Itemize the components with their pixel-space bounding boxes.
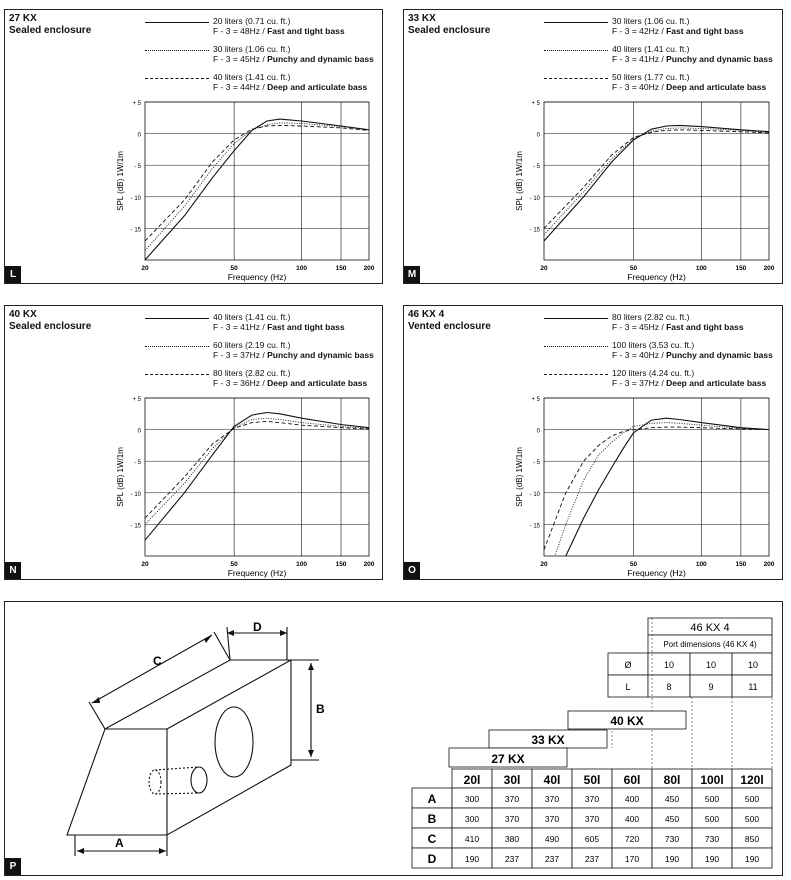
panel-l [4, 9, 383, 284]
y-tick-label: 0 [137, 132, 141, 139]
y-tick-label: - 5 [532, 460, 540, 467]
value-text: 380 [504, 834, 520, 844]
value-text: 450 [664, 814, 680, 824]
value-text: 850 [744, 834, 760, 844]
x-tick-label: 150 [335, 561, 347, 568]
legend-swatch-dashed [145, 78, 209, 79]
value-text: 370 [504, 814, 520, 824]
value-text: 410 [464, 834, 480, 844]
value-text: 400 [624, 794, 640, 804]
y-tick-label: 0 [536, 428, 540, 435]
port-row-label: L [625, 682, 631, 692]
legend-entry: 80 liters (2.82 cu. ft.) F - 3 = 36Hz / Deep and articulate bass [213, 368, 368, 388]
x-tick-label: 150 [335, 265, 347, 272]
legend-entry: 100 liters (3.53 cu. ft.) F - 3 = 40Hz / Punchy and dynamic bass [612, 340, 773, 360]
x-tick-label: 20 [141, 265, 149, 272]
column-header: 60l [623, 773, 641, 787]
plot-frame [544, 102, 769, 260]
legend-swatch-solid [544, 318, 608, 319]
value-text: 370 [504, 794, 520, 804]
y-tick-label: + 5 [531, 397, 540, 403]
panel-tag: P [5, 858, 21, 875]
x-axis-label: Frequency (Hz) [627, 568, 686, 578]
y-tick-label: - 15 [529, 227, 540, 234]
value-text: 730 [664, 834, 680, 844]
y-tick-label: - 5 [532, 164, 540, 171]
y-tick-label: - 10 [130, 491, 141, 498]
panel-tag: O [404, 562, 420, 579]
y-tick-label: - 15 [529, 523, 540, 530]
column-header: 20l [463, 773, 481, 787]
value-text: 605 [584, 834, 600, 844]
x-tick-label: 200 [763, 561, 775, 568]
x-axis-label: Frequency (Hz) [627, 272, 686, 282]
y-tick-label: - 5 [133, 164, 141, 171]
dim-label-c: C [153, 654, 162, 668]
x-tick-label: 100 [296, 265, 307, 272]
series-dotted-line [145, 123, 369, 251]
x-axis-label: Frequency (Hz) [227, 568, 287, 578]
value-text: 500 [704, 794, 720, 804]
value-text: 190 [664, 854, 680, 864]
x-tick-label: 200 [363, 265, 375, 272]
value-text: 300 [464, 794, 480, 804]
value-text: 500 [744, 814, 760, 824]
plot-frame [145, 398, 369, 556]
legend-entry: 40 liters (1.41 cu. ft.) F - 3 = 41Hz / Punchy and dynamic bass [612, 44, 773, 64]
x-axis-label: Frequency (Hz) [227, 272, 287, 282]
x-tick-label: 200 [763, 265, 775, 272]
value-text: 730 [704, 834, 720, 844]
series-dashed-line [544, 130, 769, 229]
group-33-label: 33 KX [531, 733, 565, 747]
y-tick-label: 0 [536, 132, 540, 139]
value-text: 190 [704, 854, 720, 864]
x-tick-label: 100 [296, 561, 307, 568]
y-tick-label: + 5 [132, 397, 141, 403]
legend-entry: 30 liters (1.06 cu. ft.) F - 3 = 42Hz / Fast and tight bass [612, 16, 744, 36]
panel-title: 40 KX Sealed enclosure [9, 309, 92, 332]
x-tick-label: 20 [540, 265, 548, 272]
group-27-label: 27 KX [491, 752, 525, 766]
port-subtitle: Port dimensions (46 KX 4) [663, 640, 757, 649]
panel-p [4, 601, 783, 876]
column-header: 50l [583, 773, 601, 787]
legend-swatch-dashed [145, 374, 209, 375]
panel-title: 33 KX Sealed enclosure [408, 13, 491, 36]
port-value: 10 [663, 660, 675, 670]
dim-label-b: B [316, 702, 325, 716]
port-value: 8 [666, 682, 672, 692]
x-tick-label: 50 [230, 561, 238, 568]
row-label: A [427, 792, 437, 806]
panel-title: 27 KX Sealed enclosure [9, 13, 92, 36]
legend-entry: 30 liters (1.06 cu. ft.) F - 3 = 45Hz / Punchy and dynamic bass [213, 44, 374, 64]
legend-swatch-dotted [544, 50, 608, 51]
value-text: 300 [464, 814, 480, 824]
port-value: 10 [747, 660, 759, 670]
port-value: 10 [705, 660, 717, 670]
panel-tag: N [5, 562, 21, 579]
y-tick-label: + 5 [531, 101, 540, 107]
column-header: 100l [700, 773, 724, 787]
port-title: 46 KX 4 [690, 622, 730, 634]
y-tick-label: - 10 [130, 195, 141, 202]
series-solid-line [544, 418, 769, 581]
column-header: 40l [543, 773, 561, 787]
series-dotted-line [544, 128, 769, 235]
y-tick-label: + 5 [132, 101, 141, 107]
panel-title: 46 KX 4 Vented enclosure [408, 309, 491, 332]
legend-swatch-solid [145, 318, 209, 319]
x-tick-label: 150 [735, 561, 747, 568]
value-text: 450 [664, 794, 680, 804]
port-value: 9 [708, 682, 714, 692]
value-text: 237 [504, 854, 520, 864]
x-tick-label: 100 [695, 561, 707, 568]
row-label: D [427, 852, 437, 866]
group-40-label: 40 KX [610, 714, 644, 728]
x-tick-label: 200 [363, 561, 375, 568]
dim-label-d: D [253, 620, 262, 634]
series-dotted-line [544, 423, 769, 581]
y-tick-label: - 10 [529, 491, 540, 498]
port-row-label: Ø [624, 660, 632, 670]
x-tick-label: 50 [629, 561, 638, 568]
legend-entry: 20 liters (0.71 cu. ft.) F - 3 = 48Hz / Fast and tight bass [213, 16, 345, 36]
y-tick-label: - 15 [130, 523, 141, 530]
value-text: 237 [544, 854, 560, 864]
x-tick-label: 20 [141, 561, 149, 568]
legend-swatch-solid [544, 22, 608, 23]
dimensions-table [5, 602, 784, 877]
value-text: 370 [584, 814, 600, 824]
plot-frame [544, 398, 769, 556]
legend-swatch-solid [145, 22, 209, 23]
legend-entry: 40 liters (1.41 cu. ft.) F - 3 = 44Hz / Deep and articulate bass [213, 72, 368, 92]
legend-swatch-dotted [145, 346, 209, 347]
port-value: 11 [748, 682, 758, 692]
y-axis-label: SPL (dB) 1W/1m [515, 151, 524, 211]
column-header: 30l [503, 773, 521, 787]
x-tick-label: 150 [735, 265, 747, 272]
panel-tag: M [404, 266, 420, 283]
value-text: 370 [544, 814, 560, 824]
y-axis-label: SPL (dB) 1W/1m [116, 151, 125, 211]
series-solid-line [145, 119, 369, 260]
value-text: 190 [464, 854, 480, 864]
legend-swatch-dotted [544, 346, 608, 347]
legend-swatch-dotted [145, 50, 209, 51]
y-tick-label: - 10 [529, 195, 540, 202]
value-text: 720 [624, 834, 640, 844]
series-dashed-line [145, 125, 369, 241]
legend-entry: 80 liters (2.82 cu. ft.) F - 3 = 45Hz / Fast and tight bass [612, 312, 744, 332]
y-axis-label: SPL (dB) 1W/1m [515, 447, 524, 507]
series-solid-line [544, 125, 769, 241]
y-axis-label: SPL (dB) 1W/1m [116, 447, 125, 507]
legend-entry: 60 liters (2.19 cu. ft.) F - 3 = 37Hz / Punchy and dynamic bass [213, 340, 374, 360]
panel-tag: L [5, 266, 21, 283]
row-label: C [427, 832, 437, 846]
value-text: 170 [624, 854, 640, 864]
value-text: 370 [584, 794, 600, 804]
panel-n [4, 305, 383, 580]
legend-swatch-dashed [544, 78, 608, 79]
x-tick-label: 20 [540, 561, 548, 568]
y-tick-label: - 5 [133, 460, 141, 467]
y-tick-label: 0 [137, 428, 141, 435]
value-text: 370 [544, 794, 560, 804]
legend-entry: 40 liters (1.41 cu. ft.) F - 3 = 41Hz / Fast and tight bass [213, 312, 345, 332]
x-tick-label: 100 [695, 265, 707, 272]
x-tick-label: 50 [629, 265, 638, 272]
row-label: B [427, 812, 437, 826]
x-tick-label: 50 [230, 265, 238, 272]
value-text: 500 [744, 794, 760, 804]
value-text: 237 [584, 854, 600, 864]
series-solid-line [145, 413, 369, 541]
y-tick-label: - 15 [130, 227, 141, 234]
panel-m [403, 9, 783, 284]
legend-entry: 50 liters (1.77 cu. ft.) F - 3 = 40Hz / Deep and articulate bass [612, 72, 767, 92]
column-header: 80l [663, 773, 681, 787]
legend-swatch-dashed [544, 374, 608, 375]
series-dotted-line [145, 418, 369, 524]
value-text: 190 [744, 854, 760, 864]
panel-o [403, 305, 783, 580]
value-text: 500 [704, 814, 720, 824]
series-dashed-line [145, 421, 369, 518]
value-text: 400 [624, 814, 640, 824]
column-header: 120l [740, 773, 764, 787]
legend-entry: 120 liters (4.24 cu. ft.) F - 3 = 37Hz / Deep and articulate bass [612, 368, 767, 388]
value-text: 490 [544, 834, 560, 844]
dim-label-a: A [115, 836, 124, 850]
